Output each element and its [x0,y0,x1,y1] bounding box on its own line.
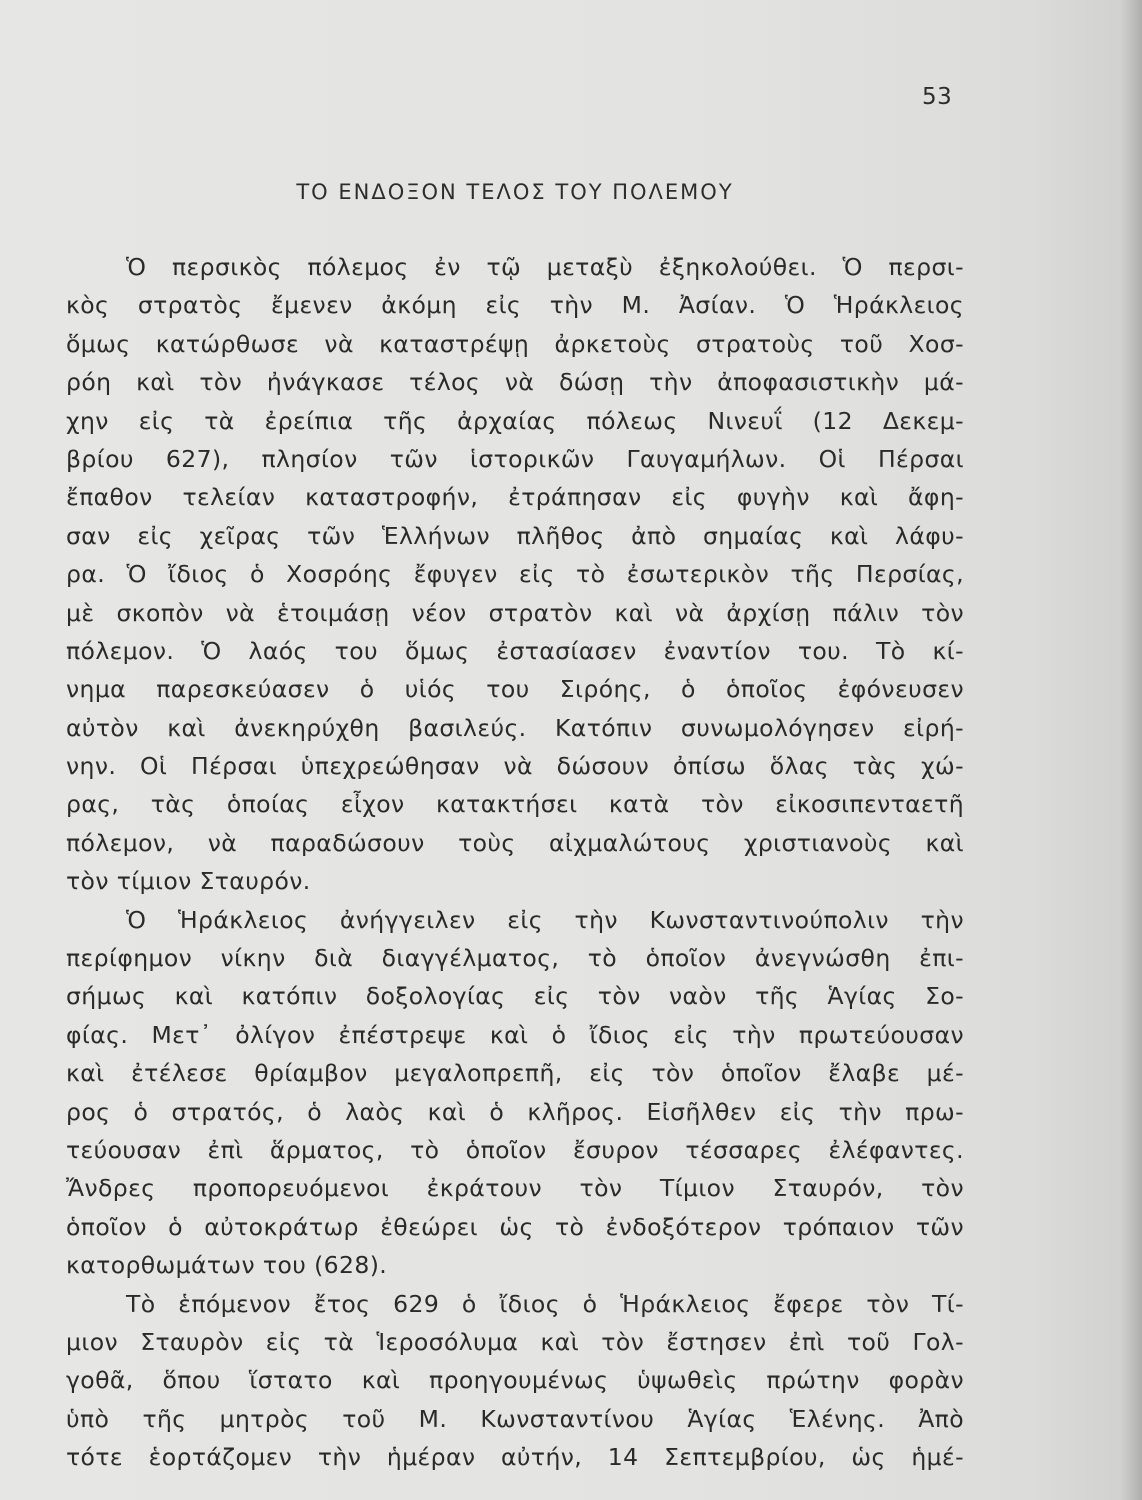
text-line: ὅμως κατώρθωσε νὰ καταστρέψῃ ἀρκετοὺς στρατοὺς τοῦ Χοσ- [66,329,964,358]
page-number: 53 [922,84,953,110]
text-line: χην εἰς τὰ ἐρείπια τῆς ἀρχαίας πόλεως Νινευΐ (12 Δεκεμ- [66,406,964,435]
text-line: τότε ἑορτάζομεν τὴν ἡμέραν αὐτήν, 14 Σεπτεμβρίου, ὡς ἡμέ- [66,1443,964,1472]
text-line: ὁποῖον ὁ αὐτοκράτωρ ἐθεώρει ὡς τὸ ἐνδοξότερον τρόπαιον τῶν [66,1212,964,1241]
text-line: κατορθωμάτων του (628). [66,1251,388,1280]
text-line: ὑπὸ τῆς μητρὸς τοῦ Μ. Κωνσταντίνου Ἁγίας Ἑλένης. Ἀπὸ [66,1404,964,1433]
chapter-title: ΤΟ ΕΝΔΟΞΟΝ ΤΕΛΟΣ ΤΟΥ ΠΟΛΕΜΟΥ [296,180,734,204]
text-line: νην. Οἱ Πέρσαι ὑπεχρεώθησαν νὰ δώσουν ὀπίσω ὅλας τὰς χώ- [66,752,964,781]
text-line: Ὁ Ἡράκλειος ἀνήγγειλεν εἰς τὴν Κωνσταντινούπολιν τὴν [126,905,964,934]
body-text [66,248,964,1477]
text-line: ἔπαθον τελείαν καταστροφήν, ἐτράπησαν εἰς φυγὴν καὶ ἄφη- [66,483,964,512]
text-line: περίφημον νίκην διὰ διαγγέλματος, τὸ ὁποῖον ἀνεγνώσθη ἐπι- [66,944,964,973]
text-line: ρας, τὰς ὁποίας εἶχον κατακτήσει κατὰ τὸν εἰκοσιπενταετῆ [66,790,964,819]
text-line: αὐτὸν καὶ ἀνεκηρύχθη βασιλεύς. Κατόπιν συνωμολόγησεν εἰρή- [66,713,964,742]
text-line: τεύουσαν ἐπὶ ἅρματος, τὸ ὁποῖον ἔσυρον τέσσαρες ἐλέφαντες. [66,1135,964,1164]
text-line: κὸς στρατὸς ἔμενεν ἀκόμη εἰς τὴν Μ. Ἀσίαν. Ὁ Ἡράκλειος [66,291,964,320]
text-line: ρόη καὶ τὸν ἠνάγκασε τέλος νὰ δώσῃ τὴν ἀποφασιστικὴν μά- [66,368,964,397]
text-line: νημα παρεσκεύασεν ὁ υἱός του Σιρόης, ὁ ὁποῖος ἐφόνευσεν [66,675,964,704]
text-line: φίας. Μετ᾽ ὀλίγον ἐπέστρεψε καὶ ὁ ἴδιος εἰς τὴν πρωτεύουσαν [66,1020,964,1049]
page-edge-shadow [1120,0,1142,1500]
text-line: ρος ὁ στρατός, ὁ λαὸς καὶ ὁ κλῆρος. Εἰσῆλθεν εἰς τὴν πρω- [66,1097,964,1126]
text-line: Ἄνδρες προπορευόμενοι ἐκράτουν τὸν Τίμιον Σταυρόν, τὸν [66,1174,964,1203]
text-line: μιον Σταυρὸν εἰς τὰ Ἱεροσόλυμα καὶ τὸν ἔστησεν ἐπὶ τοῦ Γολ- [66,1327,964,1356]
text-line: γοθᾶ, ὅπου ἵστατο καὶ προηγουμένως ὑψωθεὶς πρώτην φορὰν [66,1366,964,1395]
text-line: βρίου 627), πλησίον τῶν ἱστορικῶν Γαυγαμήλων. Οἱ Πέρσαι [66,444,964,473]
text-line: σήμως καὶ κατόπιν δοξολογίας εἰς τὸν ναὸν τῆς Ἁγίας Σο- [66,982,964,1011]
text-line: σαν εἰς χεῖρας τῶν Ἑλλήνων πλῆθος ἀπὸ σημαίας καὶ λάφυ- [66,521,964,550]
text-line: καὶ ἐτέλεσε θρίαμβον μεγαλοπρεπῆ, εἰς τὸν ὁποῖον ἔλαβε μέ- [66,1059,964,1088]
text-line: πόλεμον, νὰ παραδώσουν τοὺς αἰχμαλώτους χριστιανοὺς καὶ [66,828,964,857]
text-line: πόλεμον. Ὁ λαός του ὅμως ἐστασίασεν ἐναντίον του. Τὸ κί- [66,636,964,665]
text-line: μὲ σκοπὸν νὰ ἑτοιμάσῃ νέον στρατὸν καὶ νὰ ἀρχίσῃ πάλιν τὸν [66,598,964,627]
text-line: τὸν τίμιον Σταυρόν. [66,867,311,896]
text-line: Τὸ ἑπόμενον ἔτος 629 ὁ ἴδιος ὁ Ἡράκλειος ἔφερε τὸν Τί- [126,1289,964,1318]
text-line: ρα. Ὁ ἴδιος ὁ Χοσρόης ἔφυγεν εἰς τὸ ἐσωτερικὸν τῆς Περσίας, [66,560,964,589]
text-line: Ὁ περσικὸς πόλεμος ἐν τῷ μεταξὺ ἐξηκολούθει. Ὁ περσι- [126,253,964,281]
